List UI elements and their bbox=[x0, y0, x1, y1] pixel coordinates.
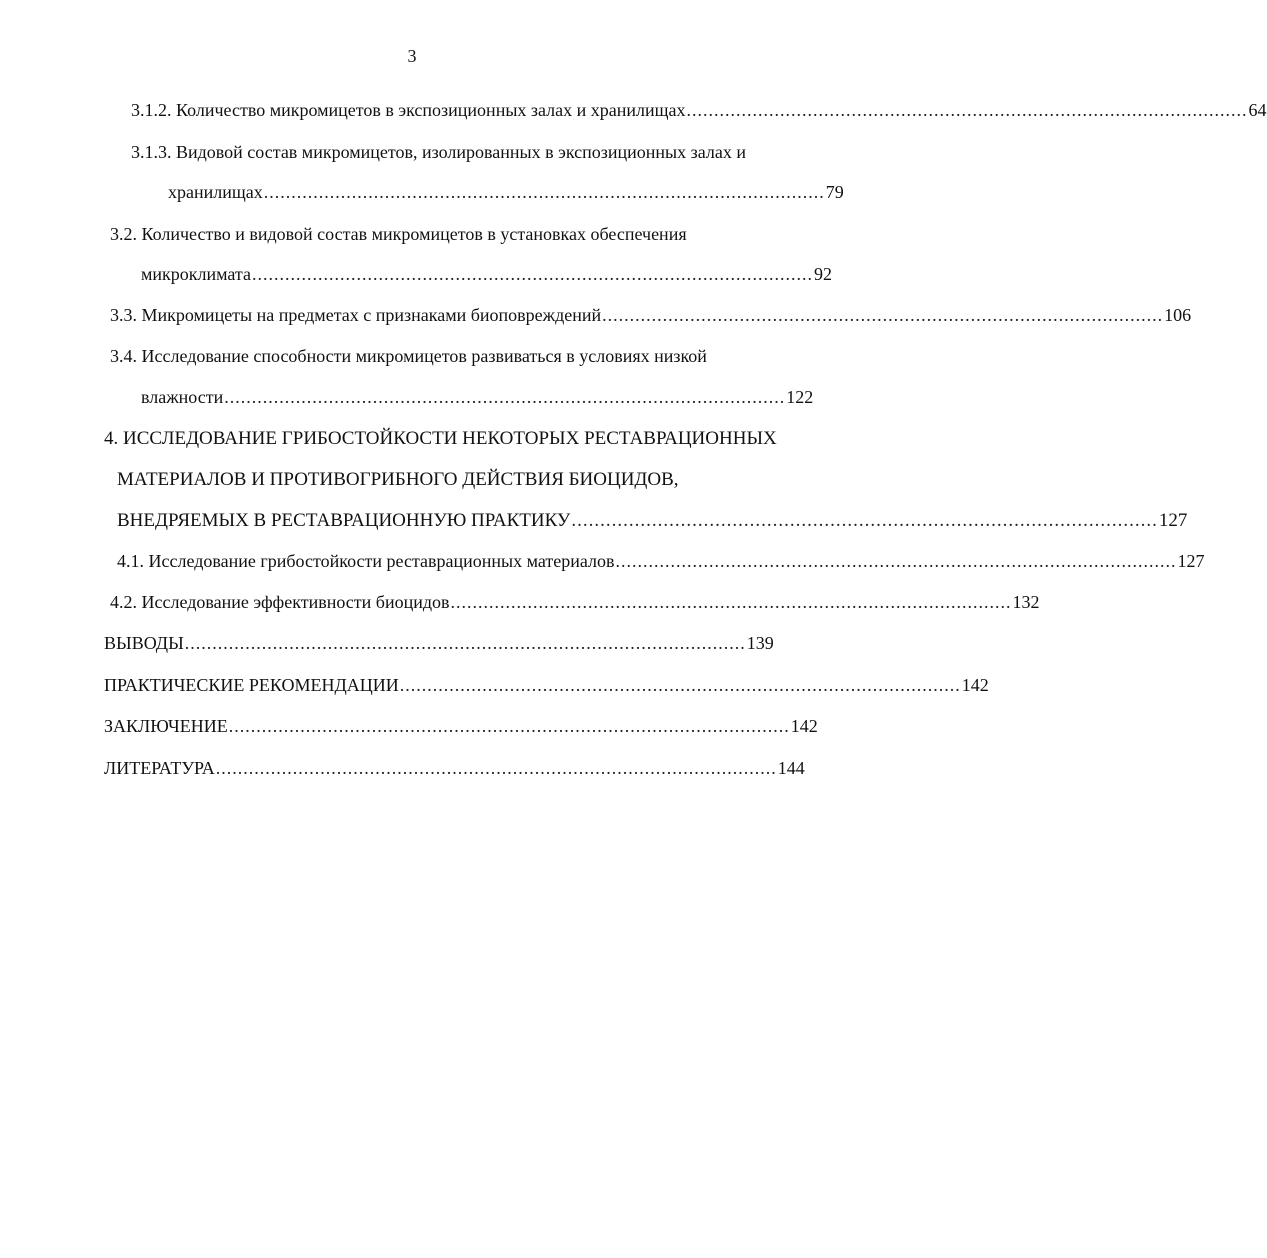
toc-entry-page: 122 bbox=[786, 387, 814, 407]
toc-entry-3-1-2 bbox=[131, 100, 1267, 121]
toc-entry-title: 3.3. Микромицеты на предметах с признаками биоповреждений bbox=[110, 305, 602, 325]
toc-entry-page: 106 bbox=[1164, 305, 1192, 325]
toc-entry-page: 142 bbox=[961, 675, 989, 695]
toc-entry-3-2-cont bbox=[141, 264, 832, 285]
toc-entry-title: микроклимата bbox=[141, 264, 251, 284]
leader-dots: ...................................................................................................... bbox=[228, 716, 790, 736]
toc-entry-title: ВЫВОДЫ bbox=[104, 633, 184, 653]
toc-entry-title: МАТЕРИАЛОВ И ПРОТИВОГРИБНОГО ДЕЙСТВИЯ БИОЦИДОВ, bbox=[117, 469, 679, 490]
leader-dots: ...................................................................................................... bbox=[184, 633, 746, 653]
toc-entry-title: 3.2. Количество и видовой состав микромицетов в установках обеспечения bbox=[110, 224, 687, 244]
toc-entry-title: ПРАКТИЧЕСКИЕ РЕКОМЕНДАЦИИ bbox=[104, 675, 399, 695]
toc-entry-4 bbox=[104, 428, 777, 450]
toc-entry-title: 4. ИССЛЕДОВАНИЕ ГРИБОСТОЙКОСТИ НЕКОТОРЫХ РЕСТАВРАЦИОННЫХ bbox=[104, 428, 777, 449]
toc-entry-page: 142 bbox=[790, 716, 818, 736]
page-number: 3 bbox=[407, 46, 417, 66]
toc-entry-title: 4.1. Исследование грибостойкости реставрационных материалов bbox=[117, 551, 615, 571]
toc-entry-4-1 bbox=[117, 551, 1205, 572]
toc-entry-3-1-3-cont bbox=[168, 182, 844, 203]
leader-dots: ...................................................................................................... bbox=[252, 264, 813, 284]
toc-entry-4-cont-1 bbox=[117, 469, 679, 491]
toc-entry-page: 92 bbox=[814, 264, 832, 284]
toc-entry-4-2 bbox=[110, 592, 1040, 613]
toc-entry-title: 3.4. Исследование способности микромицетов развиваться в условиях низкой bbox=[110, 346, 707, 366]
toc-entry-title: 3.1.2. Количество микромицетов в экспозиционных залах и хранилищах bbox=[131, 100, 686, 120]
toc-entry-page: 139 bbox=[746, 633, 774, 653]
toc-entry-page: 144 bbox=[777, 758, 805, 778]
toc-entry-conclusions bbox=[104, 633, 774, 654]
toc-entry-page: 132 bbox=[1012, 592, 1040, 612]
toc-entry-literature bbox=[104, 758, 805, 779]
toc-entry-3-3 bbox=[110, 305, 1192, 326]
toc-entry-3-1-3 bbox=[131, 142, 746, 163]
toc-entry-title: ЗАКЛЮЧЕНИЕ bbox=[104, 716, 228, 736]
toc-entry-title: хранилищах bbox=[168, 182, 263, 202]
leader-dots: ...................................................................................................... bbox=[571, 510, 1158, 531]
toc-entry-recommendations bbox=[104, 675, 989, 696]
leader-dots: ...................................................................................................... bbox=[450, 592, 1012, 612]
toc-entry-3-2 bbox=[110, 224, 687, 245]
toc-entry-3-4 bbox=[110, 346, 707, 367]
leader-dots: ...................................................................................................... bbox=[224, 387, 786, 407]
toc-entry-page: 79 bbox=[825, 182, 844, 202]
toc-entry-3-4-cont bbox=[141, 387, 814, 408]
toc-entry-conclusion bbox=[104, 716, 818, 737]
toc-entry-title: влажности bbox=[141, 387, 224, 407]
toc-entry-title: ЛИТЕРАТУРА bbox=[104, 758, 215, 778]
leader-dots: ...................................................................................................... bbox=[215, 758, 777, 778]
toc-entry-title: 3.1.3. Видовой состав микромицетов, изолированных в экспозиционных залах и bbox=[131, 142, 747, 162]
toc-entry-title: 4.2. Исследование эффективности биоцидов bbox=[110, 592, 450, 612]
leader-dots: ...................................................................................................... bbox=[615, 551, 1177, 571]
toc-entry-4-cont-2 bbox=[117, 510, 1188, 532]
leader-dots: ...................................................................................................... bbox=[686, 100, 1248, 120]
toc-entry-page: 127 bbox=[1177, 551, 1205, 571]
toc-entry-page: 127 bbox=[1158, 510, 1188, 531]
leader-dots: ...................................................................................................... bbox=[602, 305, 1164, 325]
toc-entry-title: ВНЕДРЯЕМЫХ В РЕСТАВРАЦИОННУЮ ПРАКТИКУ bbox=[117, 510, 571, 531]
leader-dots: ...................................................................................................... bbox=[399, 675, 961, 695]
leader-dots: ...................................................................................................... bbox=[263, 182, 825, 202]
toc-entry-page: 64 bbox=[1248, 100, 1267, 120]
